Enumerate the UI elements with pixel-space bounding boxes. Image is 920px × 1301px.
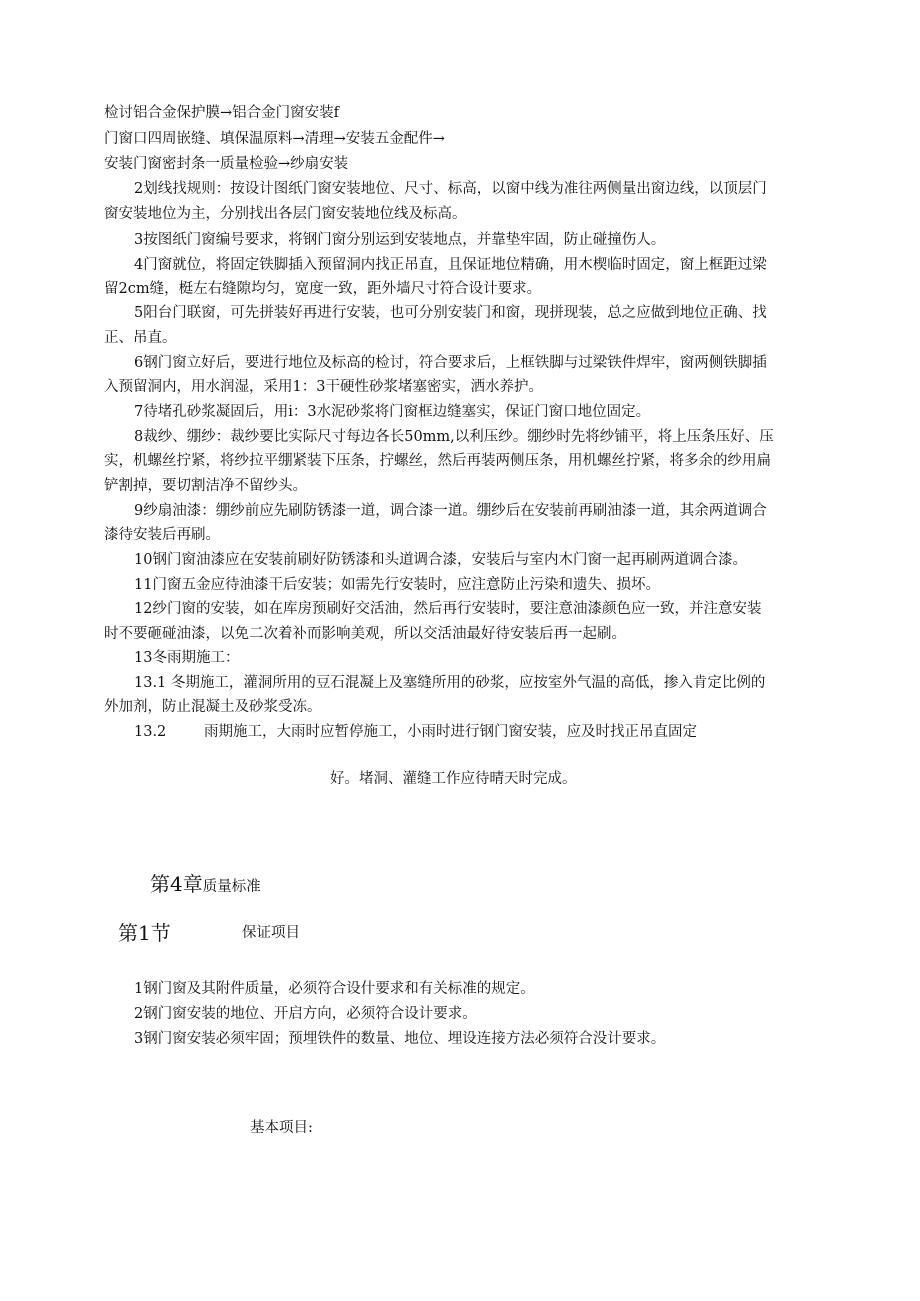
step-8-line-1: 8裁纱、绷纱：裁纱要比实际尺寸每边各长50mm,以利压纱。绷纱时先将纱铺平，将上压条压好、压: [134, 429, 774, 445]
guarantee-item-2: 2钢门窗安装的地位、开启方向，必须符合设计要求。: [134, 1006, 477, 1022]
process-flow-line-3: 安装门窗密封条一质量检验→纱扇安装: [104, 156, 349, 172]
chapter-prefix: 第4章: [150, 872, 203, 896]
process-flow-line-2: 门窗口四周嵌缝、填保温原料→清理→安装五金配件→: [104, 131, 445, 147]
step-5-line-2: 正、吊直。: [104, 330, 177, 346]
step-10-line-1: 10钢门窗油漆应在安装前刷好防锈漆和头道调合漆，安装后与室内木门窗一起再刷两道调合漆。: [134, 552, 747, 568]
step-4-line-1: 4门窗就位，将固定铁脚插入预留洞内找正吊直，且保证地位精确，用木楔临时固定，窗上框距过梁: [134, 257, 767, 273]
step-7-line-1: 7待堵孔砂浆凝固后，用i：3水泥砂浆将门窗框边缝塞实，保证门窗口地位固定。: [134, 404, 651, 420]
guarantee-item-3: 3钢门窗安装必须牢固；预埋铁件的数量、地位、埋设连接方法必须符合没计要求。: [134, 1031, 666, 1047]
step-13-2-continuation: 好。堵洞、灌缝工作应待晴天时完成。: [330, 771, 577, 787]
step-13-1-line-1: 13.1 冬期施工，灌洞所用的豆石混凝上及塞缝所用的砂浆，应按室外气温的高低，掺入肯定比例的: [134, 675, 766, 691]
chapter-heading: [150, 874, 261, 895]
step-13-2-text: 雨期施工，大雨时应暂停施工，小雨时进行钢门窗安装，应及时找正吊直固定: [204, 724, 697, 740]
step-12-line-2: 时不要砸碰油漆，以免二次着补而影响美观，所以交活油最好待安装后再一起刷。: [104, 626, 626, 642]
step-5-line-1: 5阳台门联窗，可先拼装好再进行安装，也可分别安装门和窗，现拼现装，总之应做到地位正确、找: [134, 305, 767, 321]
step-2-line-2: 窗安装地位为主，分别找出各层门窗安装地位线及标高。: [104, 206, 467, 222]
step-13-line-1: 13冬雨期施工：: [134, 650, 240, 666]
section-heading-prefix: 第1节: [118, 921, 171, 945]
process-flow-line-1: 检讨铝合金保护膜→铝合金门窗安装f: [104, 105, 340, 121]
step-6-line-2: 入预留洞内，用水润湿，采用1：3干硬性砂浆堵塞密实，洒水养护。: [104, 379, 543, 395]
step-3-line-1: 3按图纸门窗编号要求，将钢门窗分别运到安装地点，并靠垫牢固，防止碰撞伤人。: [134, 232, 666, 248]
step-13-1-line-2: 外加剂，防止混凝土及砂浆受冻。: [104, 699, 322, 715]
step-8-line-2: 实，机螺丝拧紧，将纱拉平绷紧装下压条，拧螺丝，然后再装两侧压条，用机螺丝拧紧，将多余的纱用扁: [104, 453, 771, 469]
step-2-line-1: 2划线找规则：按设计图纸门窗安装地位、尺寸、标高，以窗中线为准往两侧量出窗边线，以顶层门: [134, 181, 767, 197]
step-11-line-1: 11门窗五金应待油漆干后安装；如需先行安装时，应注意防止污染和遗失、损坏。: [134, 577, 660, 593]
step-6-line-1: 6钢门窗立好后，要进行地位及标高的检讨，符合要求后，上框铁脚与过梁铁件焊牢，窗两侧铁脚插: [134, 355, 767, 371]
guarantee-item-1: 1钢门窗及其附件质量，必须符合设什要求和有关标准的规定。: [134, 981, 535, 997]
step-12-line-1: 12纱门窗的安装，如在库房预刷好交活油，然后再行安装时，要注意油漆颜色应一致，并注意安装: [134, 601, 762, 617]
step-9-line-2: 漆待安装后再刷。: [104, 527, 220, 543]
step-9-line-1: 9纱扇油漆：绷纱前应先刷防锈漆一道，调合漆一道。绷纱后在安装前再刷油漆一道，其余两道调合: [134, 503, 767, 519]
step-8-line-3: 铲割掉，要切割洁净不留纱头。: [104, 478, 307, 494]
basic-items-label: 基本项目:: [250, 1120, 313, 1136]
section-heading-title: 保证项目: [242, 925, 300, 941]
step-13-2-number: 13.2: [134, 724, 167, 740]
step-4-line-2: 留2cm缝，梃左右缝隙均匀，宽度一致，距外墙尺寸符合设计要求。: [104, 281, 542, 297]
chapter-title: 质量标准: [202, 879, 261, 895]
